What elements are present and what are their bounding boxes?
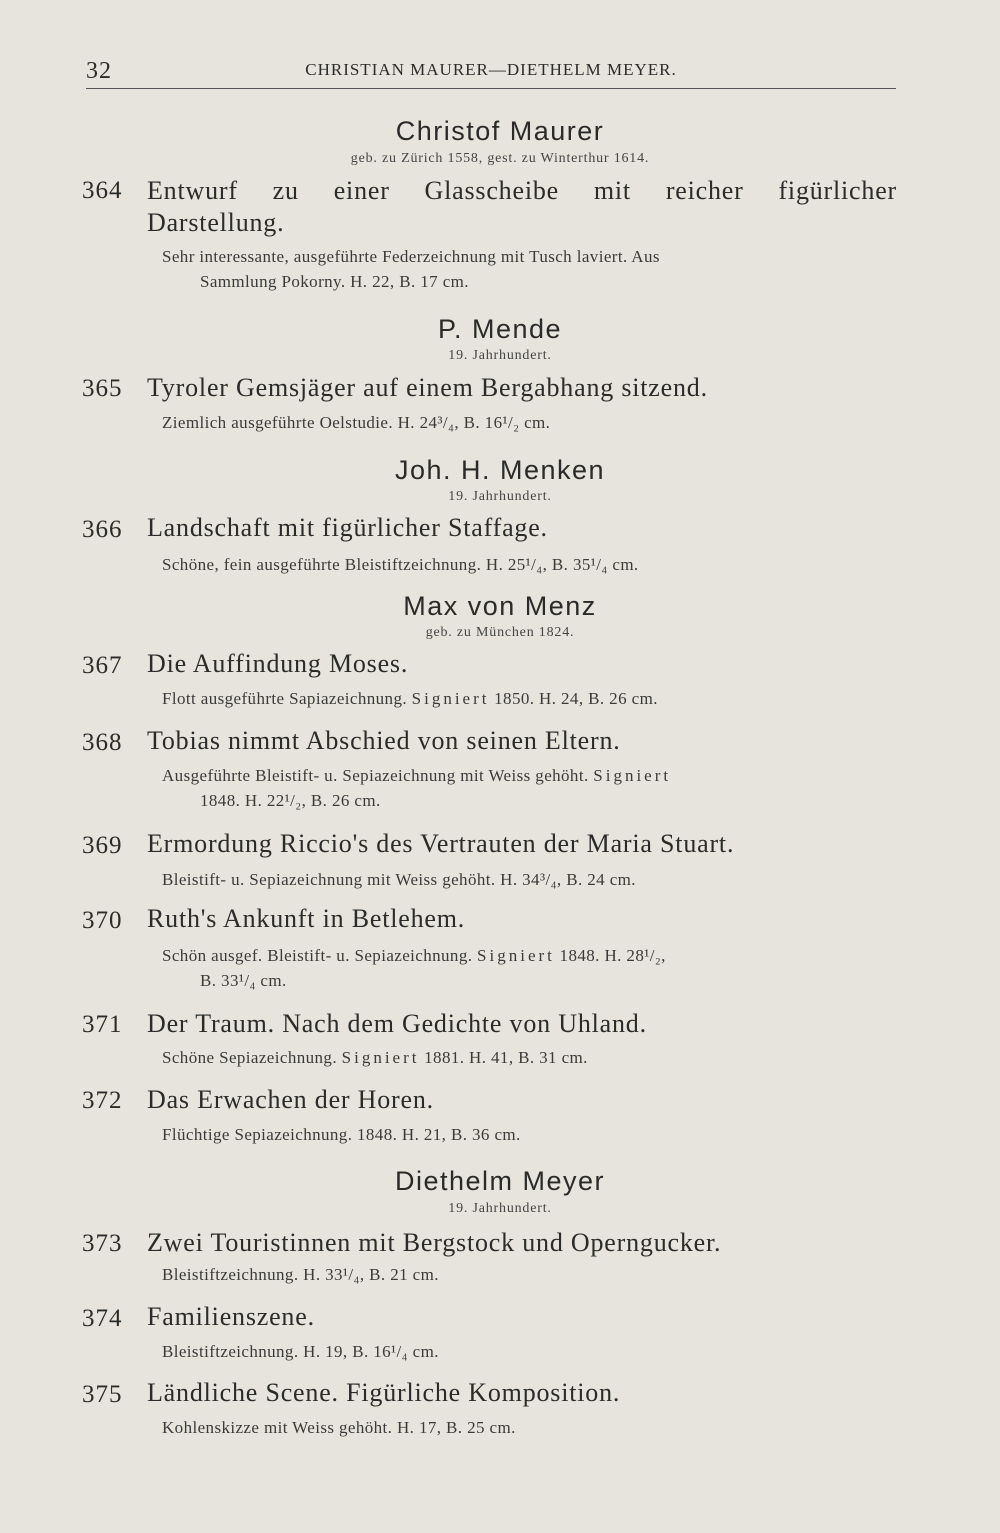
entry-description-continued: B. 33¹/₄ cm. [200,971,287,990]
entry-description: Schöne, fein ausgeführte Bleistiftzeichnung. H. 25¹/₄, B. 35¹/₄ cm. [162,555,639,574]
signed-label: Signiert [593,766,672,785]
entry-title: Tyroler Gemsjäger auf einem Bergabhang sitzend. [147,373,708,402]
entry-description: Ziemlich ausgeführte Oelstudie. H. 24³/₄, B. 16¹/₂ cm. [162,413,551,432]
entry-description [162,1048,588,1068]
description-text: Schöne Sepiazeichnung. [162,1048,337,1067]
entry-number: 372 [82,1087,123,1114]
page-header [86,58,896,89]
entry-title: Familienszene. [147,1302,315,1331]
description-text: 1848. H. 28¹/₂, [559,946,666,965]
entry-number: 373 [82,1230,123,1257]
entry-title: Das Erwachen der Horen. [147,1085,434,1114]
artist-info: 19. Jahrhundert. [448,348,552,363]
artist-info: 19. Jahrhundert. [448,1201,552,1216]
artist-heading: Max von Menz [403,591,597,621]
artist-info: geb. zu Zürich 1558, gest. zu Winterthur 1614. [350,151,650,166]
artist-heading: Christof Maurer [395,116,605,146]
entry-title: Der Traum. Nach dem Gedichte von Uhland. [147,1009,647,1038]
entry-number: 375 [82,1381,123,1408]
entry-title: Tobias nimmt Abschied von seinen Eltern. [147,726,621,755]
entry-number: 365 [82,375,123,402]
entry-title: Zwei Touristinnen mit Bergstock und Operngucker. [147,1228,722,1257]
entry-description: Kohlenskizze mit Weiss gehöht. H. 17, B. 25 cm. [162,1418,516,1437]
entry-description: Bleistiftzeichnung. H. 33¹/₄, B. 21 cm. [162,1265,439,1284]
page-number: 32 [86,58,112,84]
entry-number: 374 [82,1305,123,1332]
entry-description: Flüchtige Sepiazeichnung. 1848. H. 21, B. 36 cm. [162,1125,521,1144]
entry-number: 371 [82,1011,123,1038]
artist-heading: Joh. H. Menken [394,455,606,485]
description-text: 1850. H. 24, B. 26 cm. [494,689,658,708]
entry-description: Bleistift- u. Sepiazeichnung mit Weiss gehöht. H. 34³/₄, B. 24 cm. [162,870,636,889]
entry-description: Sehr interessante, ausgeführte Federzeichnung mit Tusch laviert. Aus [162,247,660,266]
entry-title-continued: Darstellung. [147,208,285,237]
entry-number: 368 [82,729,123,756]
artist-heading: P. Mende [437,314,563,344]
entry-title: Entwurf zu einer Glasscheibe mit reicher figürlicher [147,176,897,205]
signed-label: Signiert [341,1048,420,1067]
running-title: CHRISTIAN MAURER—DIETHELM MEYER. [305,60,677,79]
description-text: Ausgeführte Bleistift- u. Sepiazeichnung mit Weiss gehöht. [162,766,589,785]
entry-description [162,766,671,786]
entry-description [162,689,658,709]
description-text: 1881. H. 41, B. 31 cm. [424,1048,588,1067]
entry-number: 364 [82,177,123,204]
entry-description: Bleistiftzeichnung. H. 19, B. 16¹/₄ cm. [162,1342,439,1361]
entry-number: 369 [82,832,123,859]
entry-description [162,946,666,966]
entry-title: Ruth's Ankunft in Betlehem. [147,904,466,933]
artist-info: 19. Jahrhundert. [448,489,552,504]
entry-description-continued: Sammlung Pokorny. H. 22, B. 17 cm. [200,272,469,291]
entry-number: 367 [82,652,123,679]
artist-heading: Diethelm Meyer [394,1166,606,1196]
description-text: Schön ausgef. Bleistift- u. Sepiazeichnung. [162,946,473,965]
entry-title: Ländliche Scene. Figürliche Komposition. [147,1378,621,1407]
entry-number: 370 [82,907,123,934]
artist-info: geb. zu München 1824. [425,625,575,640]
entry-title: Die Auffindung Moses. [147,649,409,678]
entry-title: Ermordung Riccio's des Vertrauten der Maria Stuart. [147,829,735,858]
signed-label: Signiert [477,946,555,965]
entry-description-continued: 1848. H. 22¹/₂, B. 26 cm. [200,791,381,810]
description-text: Flott ausgeführte Sapiazeichnung. [162,689,407,708]
entry-number: 366 [82,516,123,543]
entry-title: Landschaft mit figürlicher Staffage. [147,513,548,542]
signed-label: Signiert [411,689,490,708]
